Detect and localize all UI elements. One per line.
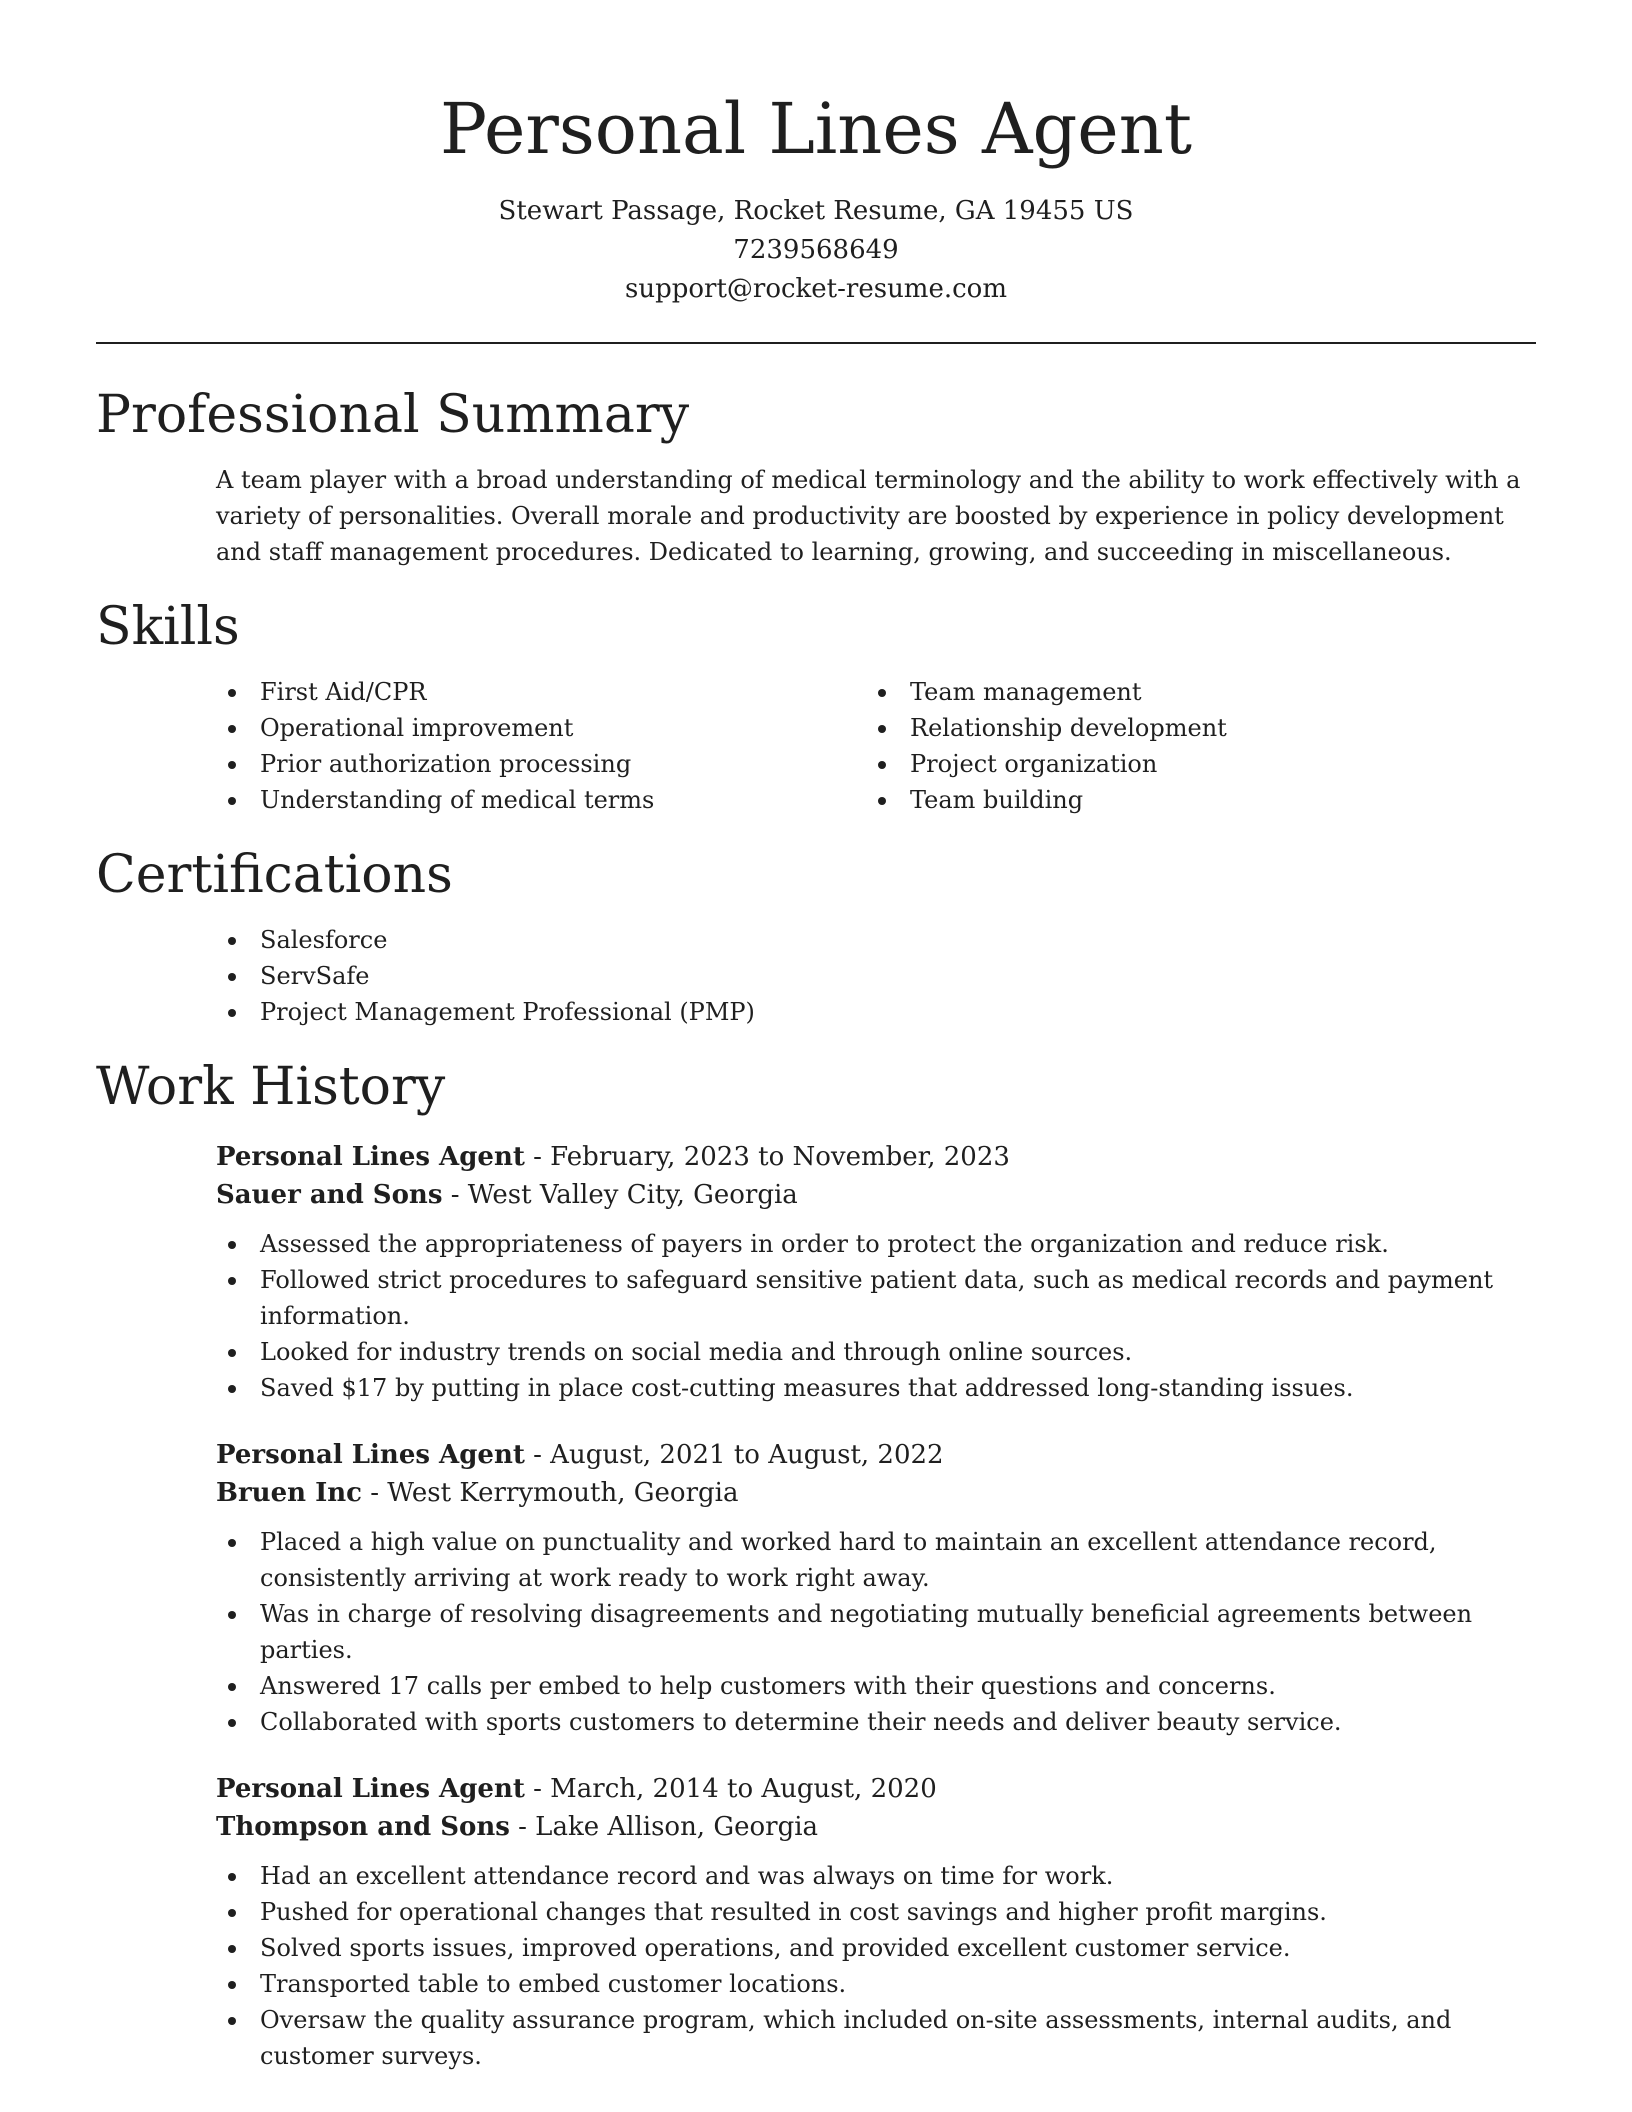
summary-heading: Professional Summary — [96, 385, 690, 445]
job-location: - West Valley City, Georgia — [442, 1180, 798, 1210]
job-company: Thompson and Sons — [216, 1812, 510, 1842]
job-dates: - March, 2014 to August, 2020 — [524, 1774, 937, 1804]
job-duty: Followed strict procedures to safeguard sensitive patient data, such as medical records and payment information. — [216, 1262, 1536, 1334]
job-duty: Answered 17 calls per embed to help customers with their questions and concerns. — [216, 1668, 1536, 1704]
job-duty: Saved $17 by putting in place cost-cutting measures that addressed long-standing issues. — [216, 1370, 1536, 1406]
skills-heading: Skills — [96, 597, 240, 657]
job-duties-list — [216, 1524, 1536, 1740]
job-location: - West Kerrymouth, Georgia — [361, 1478, 739, 1508]
resume-header — [0, 0, 1632, 309]
job-role: Personal Lines Agent — [216, 1440, 525, 1470]
job-company-line — [216, 1808, 1536, 1846]
contact-block — [0, 192, 1632, 309]
certification-item: Project Management Professional (PMP) — [216, 994, 1536, 1030]
job-entry — [216, 1138, 1536, 1406]
job-company-line — [216, 1176, 1536, 1214]
job-role: Personal Lines Agent — [216, 1142, 525, 1172]
job-duties-list — [216, 1858, 1536, 2074]
header-divider — [96, 342, 1536, 344]
job-duty: Collaborated with sports customers to determine their needs and deliver beauty service. — [216, 1704, 1536, 1740]
skill-item: Team management — [866, 674, 1516, 710]
job-duty: Had an excellent attendance record and was always on time for work. — [216, 1858, 1536, 1894]
skill-item: Project organization — [866, 746, 1516, 782]
job-title-line — [216, 1138, 1536, 1176]
resume-body — [96, 380, 1536, 2074]
job-company: Sauer and Sons — [216, 1180, 443, 1210]
job-duty: Oversaw the quality assurance program, which included on-site assessments, internal audits, and customer surveys. — [216, 2002, 1536, 2074]
job-dates: - August, 2021 to August, 2022 — [524, 1440, 944, 1470]
certification-item: ServSafe — [216, 958, 1536, 994]
skill-item: Relationship development — [866, 710, 1516, 746]
certifications-list — [216, 922, 1536, 1030]
work-history-heading: Work History — [96, 1057, 446, 1117]
job-duty: Solved sports issues, improved operations, and provided excellent customer service. — [216, 1930, 1536, 1966]
job-location: - Lake Allison, Georgia — [509, 1812, 819, 1842]
job-duty: Transported table to embed customer locations. — [216, 1966, 1536, 2002]
job-entry — [216, 1436, 1536, 1740]
skill-item: Prior authorization processing — [216, 746, 866, 782]
job-duty: Was in charge of resolving disagreements and negotiating mutually beneficial agreements between parties. — [216, 1596, 1536, 1668]
job-title-line — [216, 1436, 1536, 1474]
job-duty: Assessed the appropriateness of payers in order to protect the organization and reduce risk. — [216, 1226, 1536, 1262]
skills-list-right — [866, 674, 1516, 818]
certification-item: Salesforce — [216, 922, 1536, 958]
job-duties-list — [216, 1226, 1536, 1406]
phone-number: 7239568649 — [733, 235, 899, 265]
work-history-section — [96, 1052, 1536, 2074]
certifications-section — [96, 840, 1536, 1030]
job-company-line — [216, 1474, 1536, 1512]
email-address: support@rocket-resume.com — [624, 274, 1007, 304]
job-title-line — [216, 1770, 1536, 1808]
job-duty: Placed a high value on punctuality and worked hard to maintain an excellent attendance record, consistently arriving at work ready to work right away. — [216, 1524, 1536, 1596]
summary-text: A team player with a broad understanding of medical terminology and the ability to work effectively with a variety of personalities. Overall morale and productivity are boosted by experience in policy development and staff management procedures. Dedicated to learning, growing, and succeeding in miscellaneous. — [216, 466, 1521, 566]
skill-item: Team building — [866, 782, 1516, 818]
skill-item: Operational improvement — [216, 710, 866, 746]
summary-section — [96, 380, 1536, 570]
job-duty: Looked for industry trends on social media and through online sources. — [216, 1334, 1536, 1370]
address: Stewart Passage, Rocket Resume, GA 19455 US — [498, 196, 1134, 226]
skill-item: Understanding of medical terms — [216, 782, 866, 818]
job-company: Bruen Inc — [216, 1478, 362, 1508]
job-duty: Pushed for operational changes that resulted in cost savings and higher profit margins. — [216, 1894, 1536, 1930]
skill-item: First Aid/CPR — [216, 674, 866, 710]
skills-section — [96, 592, 1536, 818]
job-entry — [216, 1770, 1536, 2074]
job-role: Personal Lines Agent — [216, 1774, 525, 1804]
skills-list-left — [216, 674, 866, 818]
candidate-name: Personal Lines Agent — [440, 88, 1192, 170]
certifications-heading: Certifications — [96, 845, 453, 905]
job-dates: - February, 2023 to November, 2023 — [524, 1142, 1010, 1172]
